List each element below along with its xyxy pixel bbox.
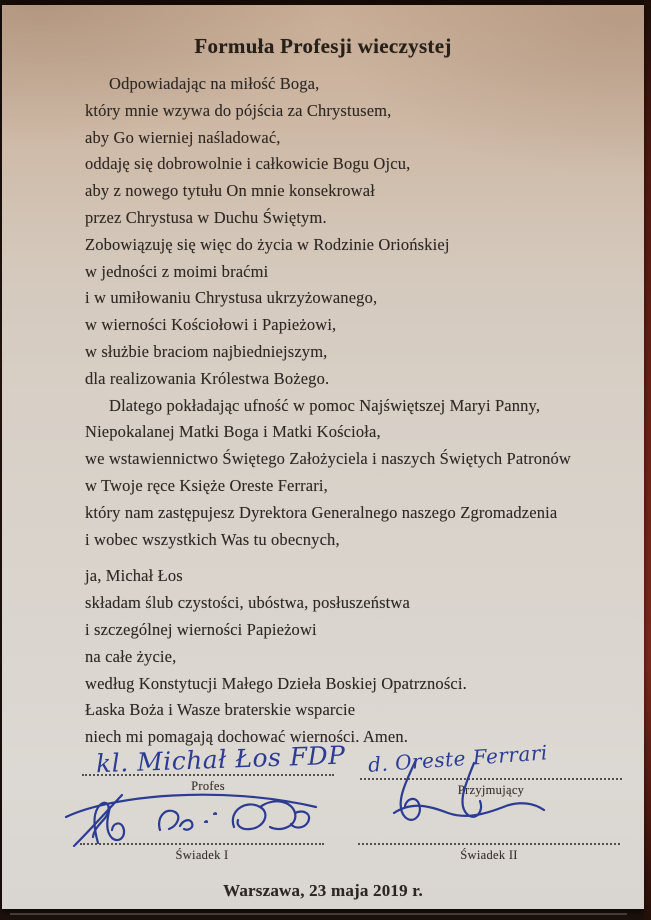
svg-text:d. Oreste Ferrari: d. Oreste Ferrari [367, 740, 549, 777]
document-line: w jedności z moimi braćmi [85, 261, 269, 281]
swiadek2-signature-line [358, 843, 620, 845]
document-line: Odpowiadając na miłość Boga, [109, 74, 320, 93]
document-line: i w umiłowaniu Chrystusa ukrzyżowanego, [85, 288, 378, 308]
svg-text:kl. Michał Łos FDP: kl. Michał Łos FDP [95, 740, 346, 779]
date-line: Warszawa, 23 maja 2019 r. [223, 881, 423, 900]
profes-label: Profes [191, 779, 225, 793]
document-line: i szczególnej wierności Papieżowi [85, 619, 317, 639]
document-line: niech mi pomagają dochować wierności. Amen. [85, 727, 409, 747]
swiadek1-signature-line [80, 843, 324, 845]
paper [2, 5, 644, 909]
document-line: Niepokalanej Matki Boga i Matki Kościoła, [85, 422, 381, 442]
document-line: i wobec wszystkich Was tu obecnych, [85, 529, 340, 549]
document-line: dla realizowania Królestwa Bożego. [85, 368, 330, 388]
document-line: przez Chrystusa w Duchu Świętym. [85, 207, 327, 227]
document-line: w wierności Kościołowi i Papieżowi, [85, 315, 337, 335]
document-line: oddaję się dobrowolnie i całkowicie Bogu Ojcu, [85, 154, 411, 174]
document-line: aby z nowego tytułu On mnie konsekrował [85, 181, 375, 201]
document-line: na całe życie, [85, 646, 177, 666]
document-line: ja, Michał Łos [85, 566, 183, 586]
swiadek1-signature-scribble [62, 785, 322, 847]
document-line: w Twoje ręce Księże Oreste Ferrari, [85, 475, 328, 495]
przyjmujacy-label: Przyjmujący [457, 783, 525, 797]
swiadek1-label: Świadek I [175, 848, 229, 862]
swiadek2-signature-scribble [374, 757, 554, 835]
profes-signature-line [82, 774, 334, 776]
profes-signature-handwriting [91, 733, 346, 786]
document-body [85, 71, 625, 751]
document-line: Łaska Boża i Wasze braterskie wsparcie [85, 700, 356, 720]
document-line: we wstawiennictwo Świętego Założyciela i naszych Świętych Patronów [85, 449, 571, 469]
document-line: Zobowiązuję się więc do życia w Rodzinie Oriońskiej [85, 234, 450, 254]
document-line: który nam zastępujesz Dyrektora Generalnego naszego Zgromadzenia [85, 502, 558, 522]
document-line: aby Go wierniej naśladować, [85, 127, 281, 147]
document-line: Dlatego pokładając ufność w pomoc Najświętszej Maryi Panny, [109, 395, 541, 415]
document-line: składam ślub czystości, ubóstwa, posłuszeństwa [85, 593, 410, 613]
table-edge-highlight [10, 913, 627, 915]
photo-right-edge-maroon [644, 0, 651, 920]
document-line: w służbie braciom najbiedniejszym, [85, 341, 328, 361]
swiadek2-label: Świadek II [460, 848, 518, 862]
page-title: Formuła Profesji wieczystej [194, 34, 452, 58]
document-line: który mnie wzywa do pójścia za Chrystusem, [85, 100, 392, 120]
document-line: według Konstytucji Małego Dzieła Boskiej Opatrzności. [85, 673, 467, 693]
